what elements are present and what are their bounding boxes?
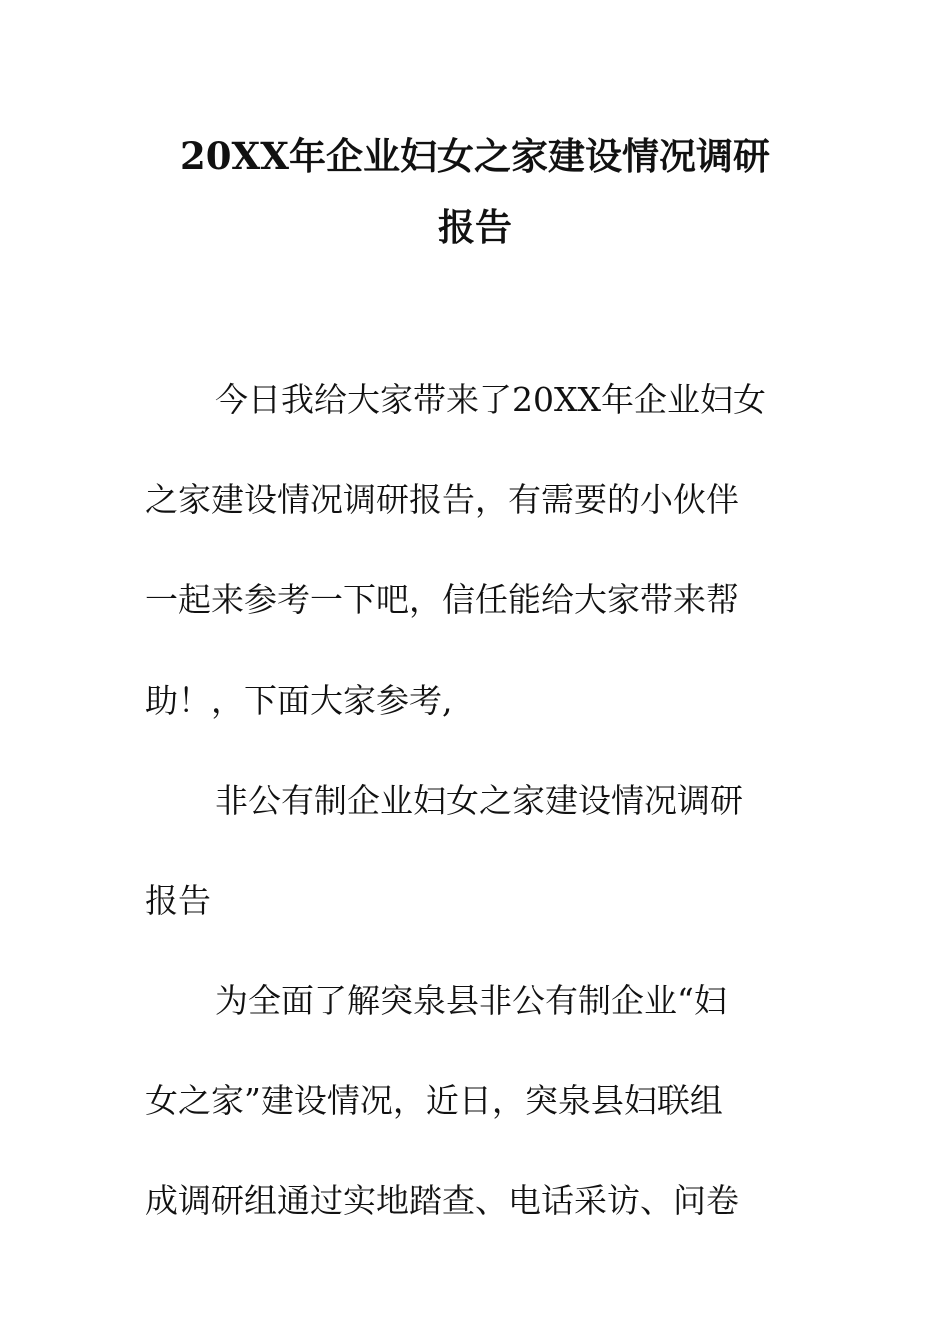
body-line-3: 一起来参考一下吧，信任能给大家带来帮 (145, 580, 739, 619)
body-line-7: 为全面了解突泉县非公有制企业“妇 (215, 981, 727, 1020)
body-line-1: 今日我给大家带来了20XX年企业妇女 (215, 380, 766, 419)
body-line-8: 女之家”建设情况，近日，突泉县妇联组 (145, 1081, 723, 1120)
body-line-4: 助！，下面大家参考, (145, 681, 453, 720)
document-title-line-1: 20XX年企业妇女之家建设情况调研 (180, 134, 770, 178)
body-line-2: 之家建设情况调研报告，有需要的小伙伴 (145, 480, 739, 519)
document-title-line-2: 报告 (438, 205, 512, 249)
section-heading-line-1: 非公有制企业妇女之家建设情况调研 (215, 781, 743, 820)
section-heading-line-2: 报告 (145, 881, 211, 920)
body-line-9: 成调研组通过实地踏查、电话采访、问卷 (145, 1181, 739, 1220)
